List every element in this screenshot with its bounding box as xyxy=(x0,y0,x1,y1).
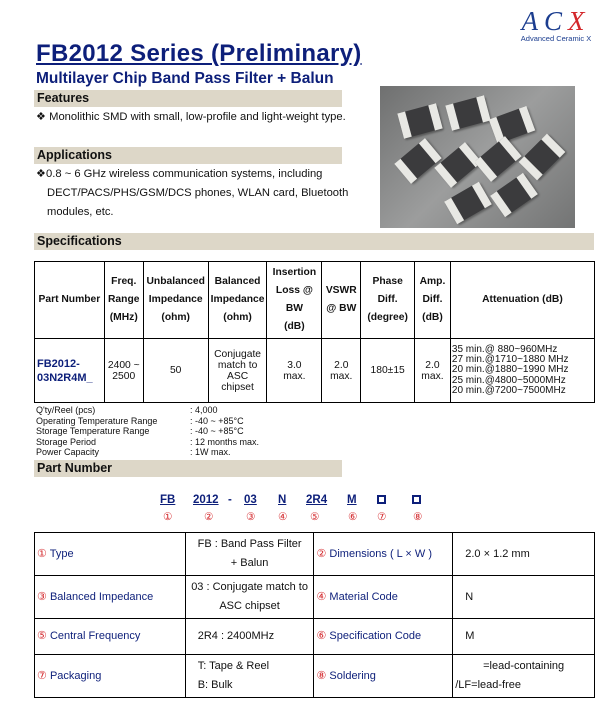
part-number-table xyxy=(34,532,595,698)
label-soldering: ⑧ Soldering xyxy=(314,655,453,698)
part-number-heading: Part Number xyxy=(34,460,342,477)
applications-line-3: modules, etc. xyxy=(47,206,114,218)
logo-tagline: Advanced Ceramic X xyxy=(520,34,592,43)
label-balanced-impedance: ③ Balanced Impedance xyxy=(35,576,186,619)
value-soldering: =lead-containing /LF=lead-free xyxy=(453,655,595,698)
code-impedance: 03 xyxy=(244,494,257,506)
cell-attenuation: 35 min.@ 880~960MHz 27 min.@1710~1880 MHz 20 min.@1880~1990 MHz 25 min.@4800~5000MHz 20 min.@7200~7500MHz xyxy=(450,339,594,403)
features-heading: Features xyxy=(34,90,342,107)
label-type: ① Type xyxy=(35,533,186,576)
marker-3: ③ xyxy=(246,511,256,523)
header-freq: Freq. Range (MHz) xyxy=(104,262,143,339)
page-subtitle: Multilayer Chip Band Pass Filter + Balun xyxy=(36,70,334,87)
applications-line-2: DECT/PACS/PHS/GSM/DCS phones, WLAN card, Bluetooth xyxy=(47,187,349,199)
logo-letters: ACX xyxy=(521,6,591,36)
chip-image xyxy=(444,182,492,225)
chip-image xyxy=(445,95,490,130)
pt-row-type xyxy=(35,533,595,576)
code-dash: - xyxy=(228,494,232,506)
header-part-number: Part Number xyxy=(35,262,105,339)
pt-row-impedance xyxy=(35,576,595,619)
value-specification-code: M xyxy=(453,619,595,655)
label-central-frequency: ⑤ Central Frequency xyxy=(35,619,186,655)
label-material-code: ④ Material Code xyxy=(314,576,453,619)
spec-data-row xyxy=(35,339,595,403)
marker-8: ⑧ xyxy=(413,511,423,523)
extra-qty: Q'ty/Reel (pcs) : 4,000 xyxy=(36,405,218,415)
marker-4: ④ xyxy=(278,511,288,523)
specifications-heading: Specifications xyxy=(34,233,594,250)
header-amp: Amp. Diff. (dB) xyxy=(415,262,451,339)
chip-image xyxy=(519,134,566,181)
value-type: FB : Band Pass Filter + Balun xyxy=(185,533,314,576)
value-balanced-impedance: 03 : Conjugate match to ASC chipset xyxy=(185,576,314,619)
code-material: N xyxy=(278,494,287,506)
acx-logo xyxy=(506,6,606,43)
marker-2: ② xyxy=(204,511,214,523)
marker-1: ① xyxy=(163,511,173,523)
applications-line-1: ❖0.8 ~ 6 GHz wireless communication systems, including xyxy=(36,168,323,180)
header-insertion-loss: Insertion Loss @ BW (dB) xyxy=(267,262,322,339)
header-attenuation: Attenuation (dB) xyxy=(450,262,594,339)
code-spec: M xyxy=(347,494,357,506)
extra-storage-temp: Storage Temperature Range : -40 ~ +85°C xyxy=(36,426,244,436)
spec-extras xyxy=(36,405,259,458)
marker-5: ⑤ xyxy=(310,511,320,523)
code-frequency: 2R4 xyxy=(306,494,328,506)
cell-insertion-loss: 3.0 max. xyxy=(267,339,322,403)
cell-balanced: Conjugate match to ASC chipset xyxy=(208,339,267,403)
value-dimensions: 2.0 × 1.2 mm xyxy=(453,533,595,576)
marker-7: ⑦ xyxy=(377,511,387,523)
cell-amp: 2.0 max. xyxy=(415,339,451,403)
cell-freq: 2400 ~ 2500 xyxy=(104,339,143,403)
chip-image xyxy=(489,106,535,144)
code-fb: FB xyxy=(160,494,176,506)
features-text: ❖ Monolithic SMD with small, low-profile and light-weight type. xyxy=(36,111,346,123)
code-size: 2012 xyxy=(193,494,219,506)
code-packaging-box xyxy=(377,494,386,506)
pt-row-frequency xyxy=(35,619,595,655)
value-material-code: N xyxy=(453,576,595,619)
cell-unbalanced: 50 xyxy=(143,339,208,403)
chip-image xyxy=(397,103,442,138)
extra-storage-period: Storage Period : 12 months max. xyxy=(36,436,260,447)
header-phase: Phase Diff. (degree) xyxy=(361,262,415,339)
header-balanced: Balanced Impedance (ohm) xyxy=(208,262,267,339)
header-vswr: VSWR @ BW xyxy=(322,262,361,339)
chip-image xyxy=(490,173,538,217)
label-packaging: ⑦ Packaging xyxy=(35,655,186,698)
label-dimensions: ② Dimensions ( L × W ) xyxy=(314,533,453,576)
cell-vswr: 2.0 max. xyxy=(322,339,361,403)
cell-phase: 180±15 xyxy=(361,339,415,403)
chip-image xyxy=(434,142,481,188)
code-soldering-box xyxy=(412,494,421,506)
extra-power-capacity: Power Capacity : 1W max. xyxy=(36,447,231,457)
label-specification-code: ⑥ Specification Code xyxy=(314,619,453,655)
spec-header-row xyxy=(35,262,595,339)
chip-product-photo xyxy=(380,86,575,228)
applications-heading: Applications xyxy=(34,147,342,164)
value-packaging: T: Tape & Reel B: Bulk xyxy=(185,655,314,698)
page-title: FB2012 Series (Preliminary) xyxy=(36,40,362,67)
pt-row-packaging xyxy=(35,655,595,698)
specifications-table xyxy=(34,261,595,403)
extra-operating-temp: Operating Temperature Range : -40 ~ +85°C xyxy=(36,415,244,426)
marker-6: ⑥ xyxy=(348,511,358,523)
chip-image xyxy=(474,136,521,182)
value-central-frequency: 2R4 : 2400MHz xyxy=(185,619,314,655)
header-unbalanced: Unbalanced Impedance (ohm) xyxy=(143,262,208,339)
cell-part-number: FB2012- 03N2R4M_ xyxy=(35,339,105,403)
chip-image xyxy=(394,138,441,184)
